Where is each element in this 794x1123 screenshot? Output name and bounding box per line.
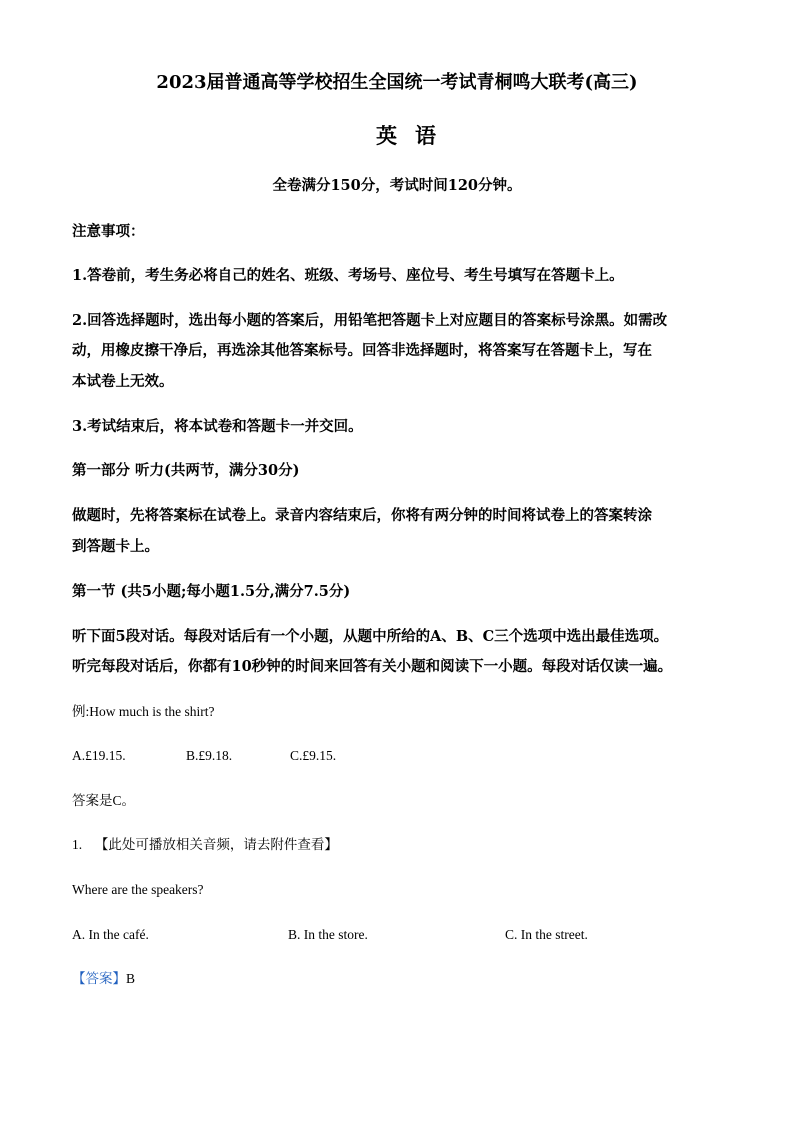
answer-value: B [126, 971, 136, 986]
section1-instruction-line-2: 听完每段对话后，你都有10秒钟的时间来回答有关小题和阅读下一小题。每段对话仅读一遍。 [72, 658, 673, 675]
example-option-c: C.£9.15. [290, 748, 337, 763]
notes-item-2-line-1: 2.回答选择题时，选出每小题的答案后，用铅笔把答题卡上对应题目的答案标号涂黑。如需改 [72, 312, 668, 329]
question-1-audio-note[interactable]: 【此处可播放相关音频，请去附件查看】 [94, 837, 338, 852]
question-1-number: 1. [72, 837, 83, 852]
notes-item-1: 1.答卷前，考生务必将自己的姓名、班级、考场号、座位号、考生号填写在答题卡上。 [72, 267, 624, 284]
example-answer: 答案是C。 [72, 793, 136, 808]
answer-label: 【答案】 [72, 971, 126, 986]
notes-item-2-line-2: 动，用橡皮擦干净后，再选涂其他答案标号。回答非选择题时，将答案写在答题卡上，写在 [72, 342, 652, 359]
notes-item-3: 3.考试结束后，将本试卷和答题卡一并交回。 [72, 418, 363, 435]
part1-instruction-line-2: 到答题卡上。 [72, 538, 159, 555]
example-question: 例:How much is the shirt? [72, 704, 215, 719]
part1-heading: 第一部分 听力(共两节，满分30分) [72, 462, 300, 479]
question-1-text: Where are the speakers? [72, 882, 204, 897]
part1-instruction-line-1: 做题时，先将答案标在试卷上。录音内容结束后，你将有两分钟的时间将试卷上的答案转涂 [72, 507, 652, 524]
score-info: 全卷满分150分，考试时间120分钟。 [272, 177, 522, 194]
notes-heading: 注意事项： [72, 223, 145, 240]
notes-item-2-line-3: 本试卷上无效。 [72, 373, 174, 390]
example-option-b: B.£9.18. [186, 748, 233, 763]
subject-title: 英语 [376, 123, 454, 148]
question-1-option-c: C. In the street. [505, 927, 588, 942]
section1-heading: 第一节 (共5小题;每小题1.5分,满分7.5分) [72, 583, 351, 600]
question-1-option-b: B. In the store. [288, 927, 368, 942]
question-1-answer [72, 969, 135, 989]
exam-title: 2023届普通高等学校招生全国统一考试青桐鸣大联考(高三) [156, 72, 638, 93]
question-1-option-a: A. In the café. [72, 927, 149, 942]
question-1-header [72, 835, 338, 855]
example-option-a: A.£19.15. [72, 748, 126, 763]
section1-instruction-line-1: 听下面5段对话。每段对话后有一个小题，从题中所给的A、B、C三个选项中选出最佳选项。 [72, 628, 669, 645]
